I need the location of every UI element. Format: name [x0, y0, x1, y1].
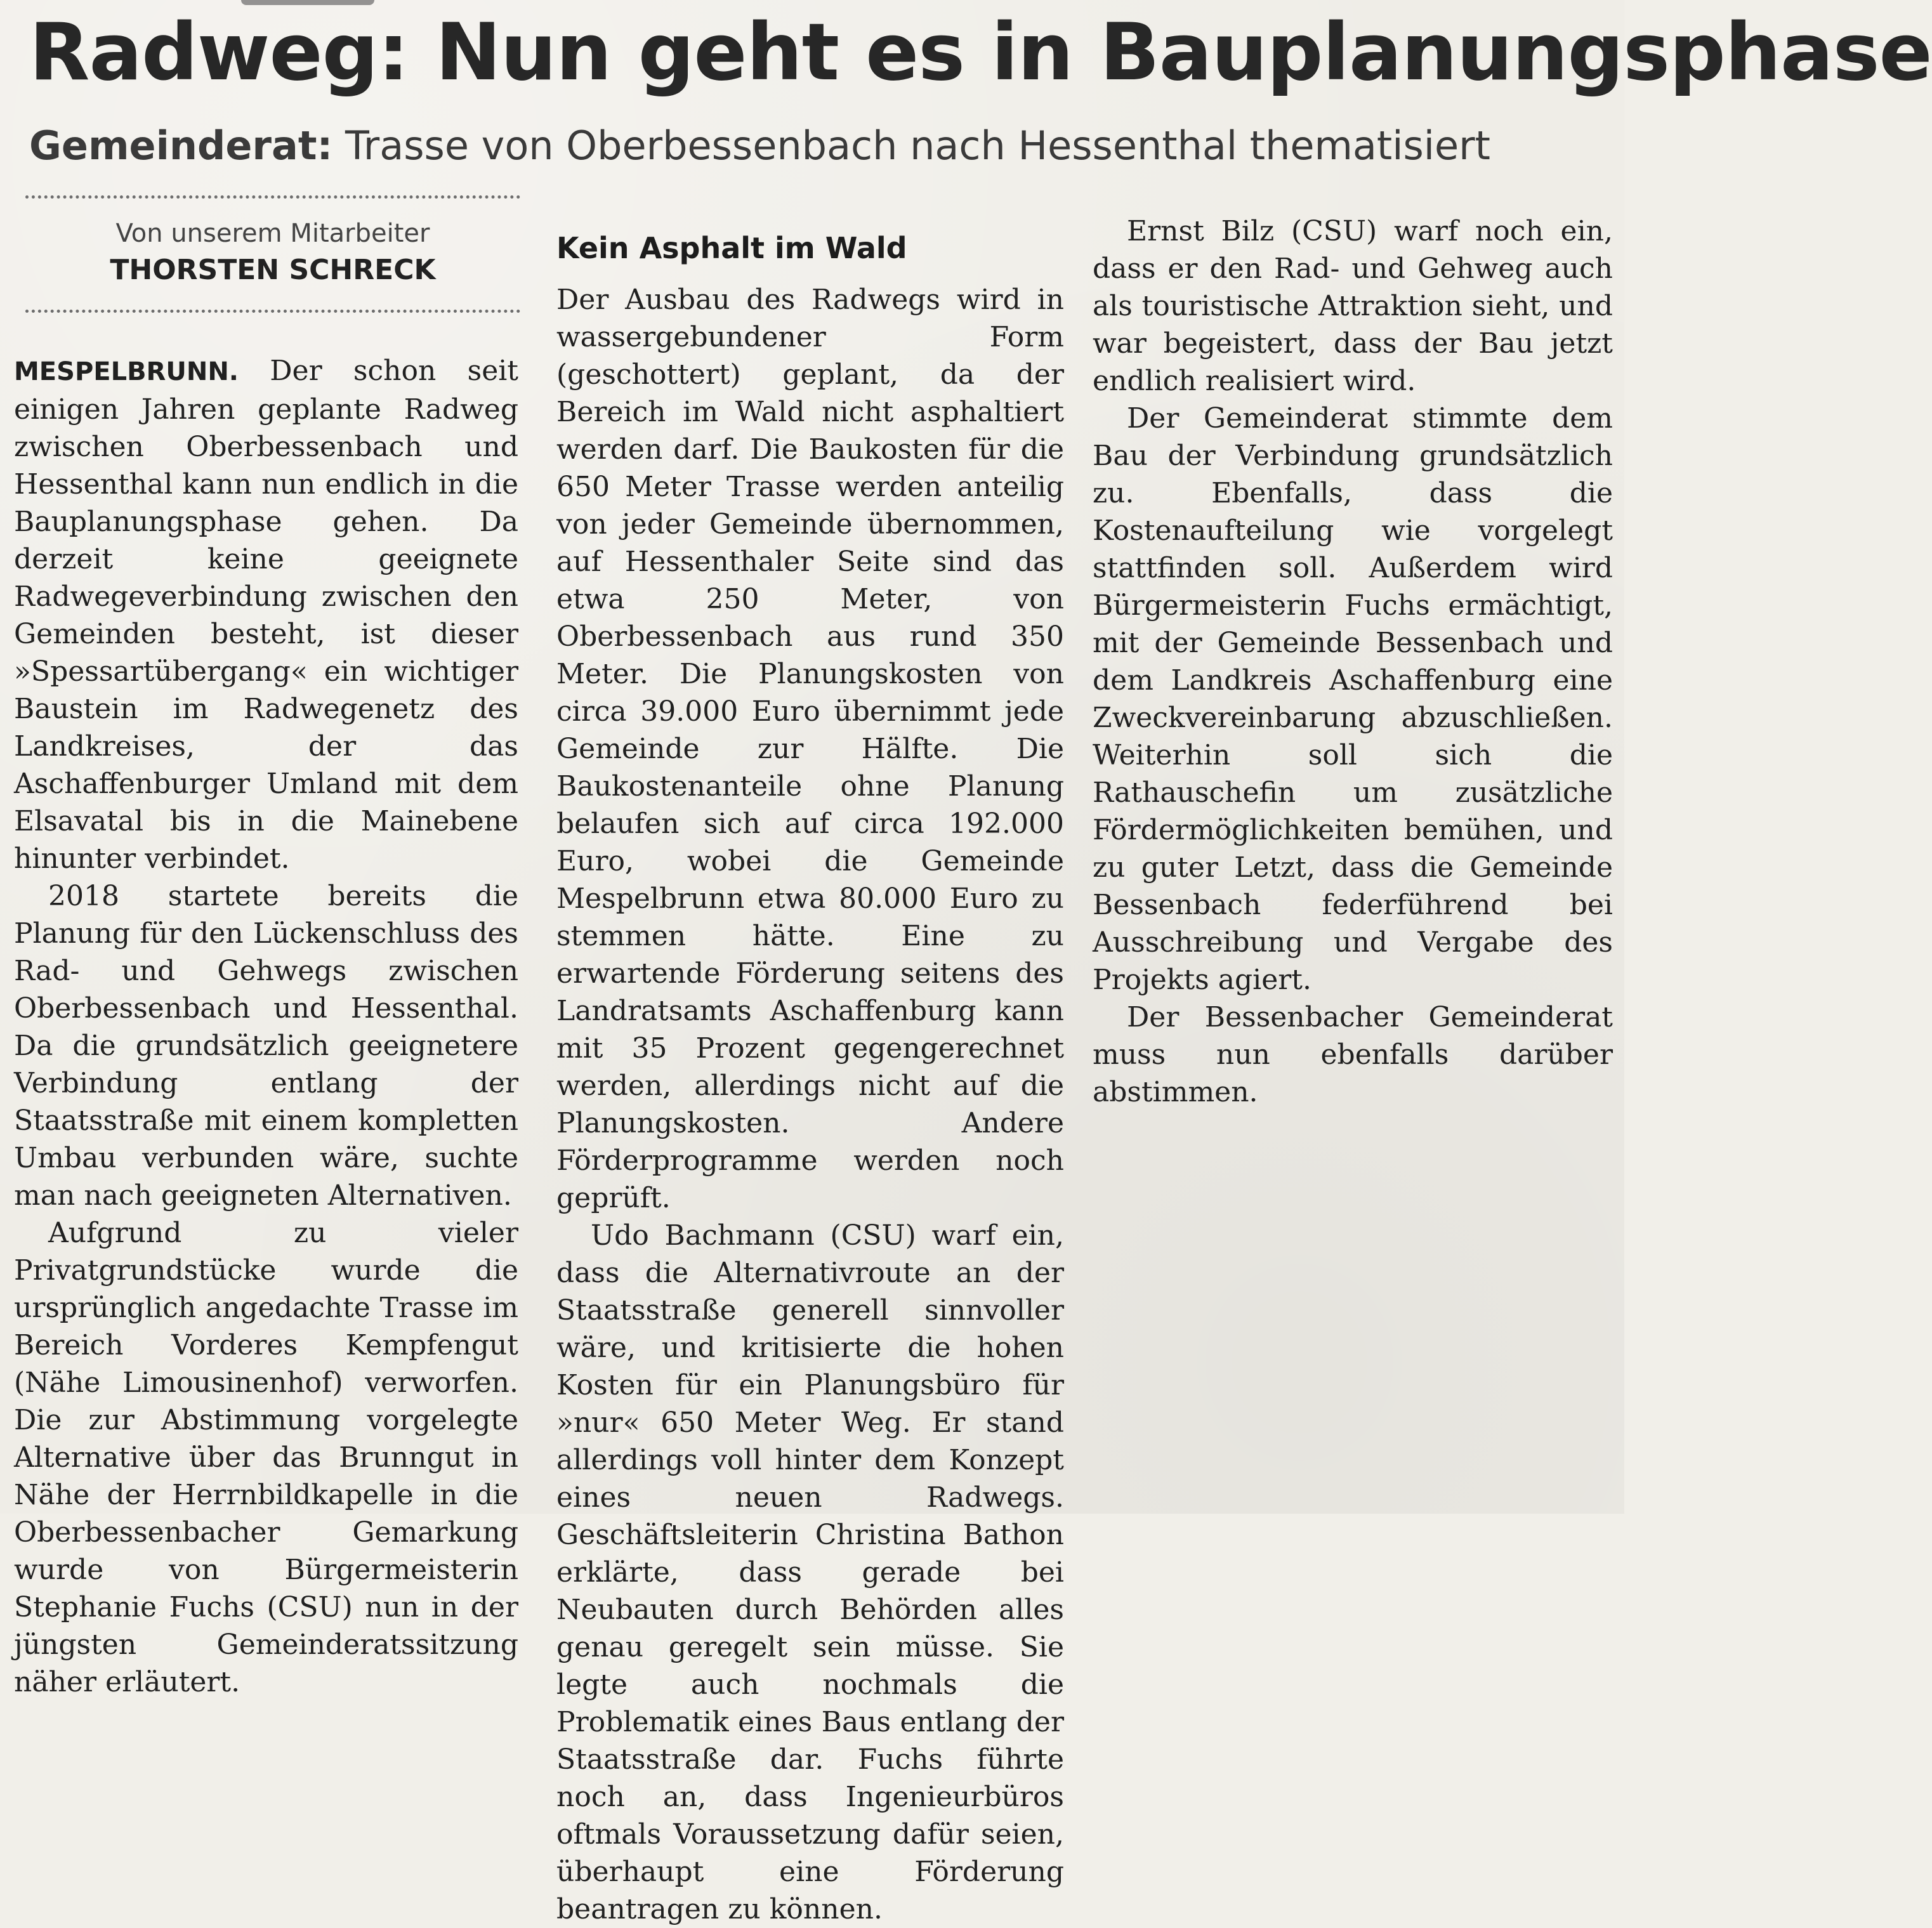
byline — [25, 216, 520, 289]
paragraph-4: Der Ausbau des Radwegs wird in wassergebundener Form (geschottert) geplant, da der Bereich im Wald nicht asphaltiert werden darf. Die Baukosten für die 650 Meter Trasse werden anteilig von jeder Gemeinde übernommen, auf Hessenthaler Seite sind das etwa 250 Meter, von Oberbessenbach aus rund 350 Meter. Die Planungskosten von circa 39.000 Euro übernimmt jede Gemeinde zur Hälfte. Die Baukostenanteile ohne Planung belaufen sich auf circa 192.000 Euro, wobei die Gemeinde Mespelbrunn etwa 80.000 Euro zu stemmen hätte. Eine zu erwartende Förderung seitens des Landratsamts Aschaffenburg kann mit 35 Prozent gegengerechnet werden, allerdings nicht auf die Planungskosten. Andere Förderprogramme werden noch geprüft. — [556, 284, 1064, 1214]
subheadline — [29, 121, 1603, 171]
paragraph-7: Der Gemeinderat stimmte dem Bau der Verbindung grundsätzlich zu. Ebenfalls, dass die Kostenaufteilung wie vorgelegt stattfinden soll. Außerdem wird Bürgermeisterin Fuchs ermächtigt, mit der Gemeinde Bessenbach und dem Landkreis Aschaffenburg eine Zweckvereinbarung abzuschließen. Weiterhin soll sich die Rathauschefin um zusätzliche Fördermöglichkeiten bemühen, und zu guter Letzt, dass die Gemeinde Bessenbach federführend bei Ausschreibung und Vergabe des Projekts agiert. — [1093, 402, 1613, 996]
page-edge-shadow — [241, 0, 374, 5]
paragraph-3: Aufgrund zu vieler Privatgrundstücke wurde die ursprünglich angedachte Trasse im Bereich Vorderes Kempfengut (Nähe Limousinenhof) verworfen. Die zur Abstimmung vorgelegte Alternative über das Brunngut in Nähe der Herrnbildkapelle in die Oberbessenbacher Gemarkung wurde von Bürgermeisterin Stephanie Fuchs (CSU) nun in der jüngsten Gemeinderatssitzung näher erläutert. — [14, 1217, 518, 1698]
paragraph-2: 2018 startete bereits die Planung für den Lückenschluss des Rad- und Gehwegs zwischen Oberbessenbach und Hessenthal. Da die grundsätzlich geeignetere Verbindung entlang der Staatsstraße mit einem kompletten Umbau verbunden wäre, suchte man nach geeigneten Alternativen. — [14, 880, 518, 1212]
article-column-1 — [14, 352, 518, 1698]
paragraph-8: Der Bessenbacher Gemeinderat muss nun ebenfalls darüber abstimmen. — [1093, 1001, 1613, 1108]
divider-dotted-bottom — [25, 310, 520, 313]
paragraph-6: Ernst Bilz (CSU) warf noch ein, dass er den Rad- und Gehweg auch als touristische Attraktion sieht, und war begeistert, dass der Bau jetzt endlich realisiert wird. — [1093, 215, 1613, 397]
paragraph-1 — [14, 352, 518, 877]
article-column-3 — [1093, 213, 1613, 1513]
subheadline-kicker: Gemeinderat: — [29, 122, 333, 169]
article-column-2 — [556, 213, 1064, 1925]
paragraph-5: Udo Bachmann (CSU) warf ein, dass die Alternativroute an der Staatsstraße generell sinnvoller wäre, und kritisierte die hohen Kosten für ein Planungsbüro für »nur« 650 Meter Weg. Er stand allerdings voll hinter dem Konzept eines neuen Radwegs. Geschäftsleiterin Christina Bathon erklärte, dass gerade bei Neubauten durch Behörden alles genau geregelt sein müsse. Sie legte auch nochmals die Problematik eines Baus entlang der Staatsstraße dar. Fuchs führte noch an, dass Ingenieurbüros oftmals Voraussetzung dafür seien, überhaupt eine Förderung beantragen zu können. — [556, 1219, 1064, 1925]
dateline: MESPELBRUNN. — [14, 357, 239, 386]
divider-dotted-top — [25, 195, 520, 199]
subheadline-text: Trasse von Oberbessenbach nach Hessenthal thematisiert — [332, 122, 1490, 169]
byline-intro: Von unserem Mitarbeiter — [115, 219, 430, 248]
byline-author: THORSTEN SCHRECK — [110, 254, 436, 286]
headline: Radweg: Nun geht es in Bauplanungsphase — [29, 7, 1932, 98]
paragraph-1-text: Der schon seit einigen Jahren geplante Radweg zwischen Oberbessenbach und Hessenthal kann nun endlich in die Bauplanungsphase gehen. Da derzeit keine geeignete Radwegeverbindung zwischen den Gemeinden besteht, ist dieser »Spessartübergang« ein wichtiger Baustein im Radwegenetz des Landkreises, der das Aschaffenburger Umland mit dem Elsavatal bis in die Mainebene hinunter verbindet. — [14, 355, 518, 875]
subhead: Kein Asphalt im Wald — [556, 231, 907, 265]
